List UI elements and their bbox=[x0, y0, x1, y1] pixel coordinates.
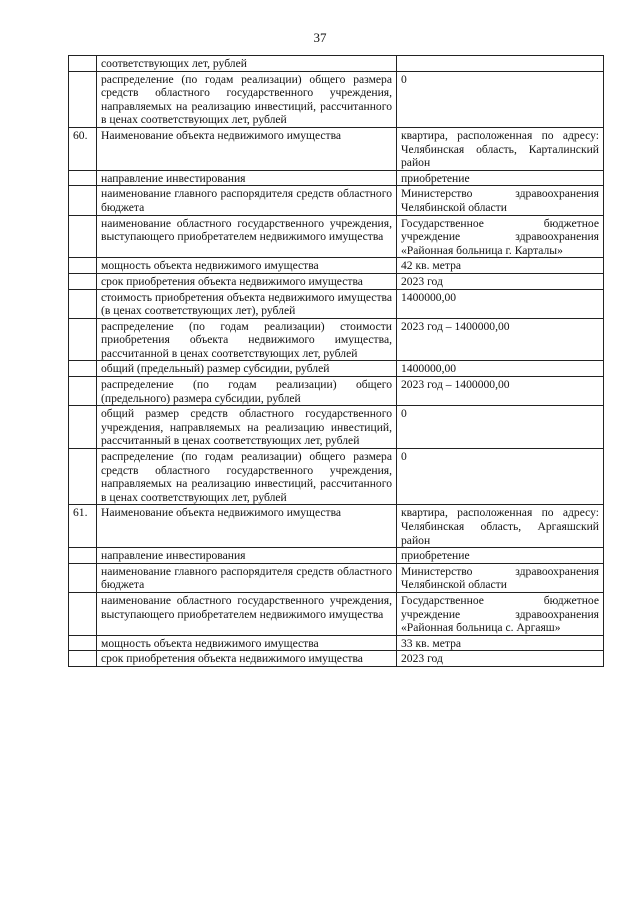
row-value: 2023 год bbox=[397, 273, 604, 289]
row-number bbox=[69, 651, 97, 667]
row-label: мощность объекта недвижимого имущества bbox=[97, 258, 397, 274]
row-label: Наименование объекта недвижимого имущества bbox=[97, 127, 397, 170]
table-row bbox=[69, 56, 604, 72]
row-number bbox=[69, 273, 97, 289]
row-label: Наименование объекта недвижимого имущества bbox=[97, 505, 397, 548]
table-row bbox=[69, 258, 604, 274]
row-number bbox=[69, 635, 97, 651]
table-row bbox=[69, 127, 604, 170]
table-row bbox=[69, 449, 604, 505]
table-row bbox=[69, 651, 604, 667]
table-row bbox=[69, 592, 604, 635]
row-number bbox=[69, 71, 97, 127]
row-number bbox=[69, 449, 97, 505]
row-label: наименование областного государственного учреждения, выступающего приобретателем недвижимого имущества bbox=[97, 215, 397, 258]
row-value: 33 кв. метра bbox=[397, 635, 604, 651]
table-row bbox=[69, 289, 604, 318]
table-row bbox=[69, 273, 604, 289]
row-value: 2023 год – 1400000,00 bbox=[397, 377, 604, 406]
row-number: 61. bbox=[69, 505, 97, 548]
row-value: Министерство здравоохранения Челябинской области bbox=[397, 563, 604, 592]
table-row bbox=[69, 505, 604, 548]
row-number bbox=[69, 186, 97, 215]
row-value: 2023 год – 1400000,00 bbox=[397, 318, 604, 361]
row-label: наименование областного государственного учреждения, выступающего приобретателем недвижимого имущества bbox=[97, 592, 397, 635]
row-label: распределение (по годам реализации) общего размера средств областного государственного учреждения, направляемых на реализацию инвестиций, рассчитанного в ценах соответствующих лет, рублей bbox=[97, 449, 397, 505]
row-label: наименование главного распорядителя средств областного бюджета bbox=[97, 563, 397, 592]
row-label: мощность объекта недвижимого имущества bbox=[97, 635, 397, 651]
table-row bbox=[69, 186, 604, 215]
table-row bbox=[69, 361, 604, 377]
row-label: направление инвестирования bbox=[97, 548, 397, 564]
table-row bbox=[69, 215, 604, 258]
row-label: распределение (по годам реализации) стоимости приобретения объекта недвижимого имущества, рассчитанной в ценах соответствующих лет, рублей bbox=[97, 318, 397, 361]
row-label: направление инвестирования bbox=[97, 170, 397, 186]
investment-objects-table bbox=[68, 55, 604, 667]
row-number bbox=[69, 377, 97, 406]
row-number bbox=[69, 56, 97, 72]
row-number bbox=[69, 318, 97, 361]
row-value: 0 bbox=[397, 449, 604, 505]
row-number bbox=[69, 170, 97, 186]
row-label: срок приобретения объекта недвижимого имущества bbox=[97, 651, 397, 667]
row-number bbox=[69, 215, 97, 258]
row-number bbox=[69, 548, 97, 564]
row-number bbox=[69, 258, 97, 274]
row-number bbox=[69, 289, 97, 318]
table-row bbox=[69, 635, 604, 651]
row-number bbox=[69, 592, 97, 635]
table-row bbox=[69, 377, 604, 406]
table-row bbox=[69, 170, 604, 186]
row-number: 60. bbox=[69, 127, 97, 170]
row-label: распределение (по годам реализации) общего размера средств областного государственного учреждения, направляемых на реализацию инвестиций, рассчитанного в ценах соответствующих лет, рублей bbox=[97, 71, 397, 127]
row-value: 1400000,00 bbox=[397, 289, 604, 318]
row-label: общий размер средств областного государственного учреждения, направляемых на реализацию инвестиций, рассчитанный в ценах соответствующих лет, рублей bbox=[97, 406, 397, 449]
page-number: 37 bbox=[313, 30, 327, 45]
row-value: квартира, расположенная по адресу: Челябинская область, Аргаяшский район bbox=[397, 505, 604, 548]
row-value: Государственное бюджетное учреждение здравоохранения «Районная больница с. Аргаяш» bbox=[397, 592, 604, 635]
row-label: стоимость приобретения объекта недвижимого имущества (в ценах соответствующих лет), рублей bbox=[97, 289, 397, 318]
table-row bbox=[69, 318, 604, 361]
table-row bbox=[69, 406, 604, 449]
row-label: наименование главного распорядителя средств областного бюджета bbox=[97, 186, 397, 215]
row-label: срок приобретения объекта недвижимого имущества bbox=[97, 273, 397, 289]
row-value: 0 bbox=[397, 71, 604, 127]
row-value: 2023 год bbox=[397, 651, 604, 667]
row-number bbox=[69, 563, 97, 592]
table-row bbox=[69, 548, 604, 564]
row-value: приобретение bbox=[397, 170, 604, 186]
row-number bbox=[69, 406, 97, 449]
row-value: Министерство здравоохранения Челябинской области bbox=[397, 186, 604, 215]
row-value: 1400000,00 bbox=[397, 361, 604, 377]
row-value: Государственное бюджетное учреждение здравоохранения «Районная больница г. Карталы» bbox=[397, 215, 604, 258]
row-value: 42 кв. метра bbox=[397, 258, 604, 274]
row-value: квартира, расположенная по адресу: Челябинская область, Карталинский район bbox=[397, 127, 604, 170]
row-value: приобретение bbox=[397, 548, 604, 564]
table-row bbox=[69, 71, 604, 127]
row-label: общий (предельный) размер субсидии, рублей bbox=[97, 361, 397, 377]
row-value: 0 bbox=[397, 406, 604, 449]
row-number bbox=[69, 361, 97, 377]
row-label: соответствующих лет, рублей bbox=[97, 56, 397, 72]
table-row bbox=[69, 563, 604, 592]
row-label: распределение (по годам реализации) общего (предельного) размера субсидии, рублей bbox=[97, 377, 397, 406]
row-value bbox=[397, 56, 604, 72]
